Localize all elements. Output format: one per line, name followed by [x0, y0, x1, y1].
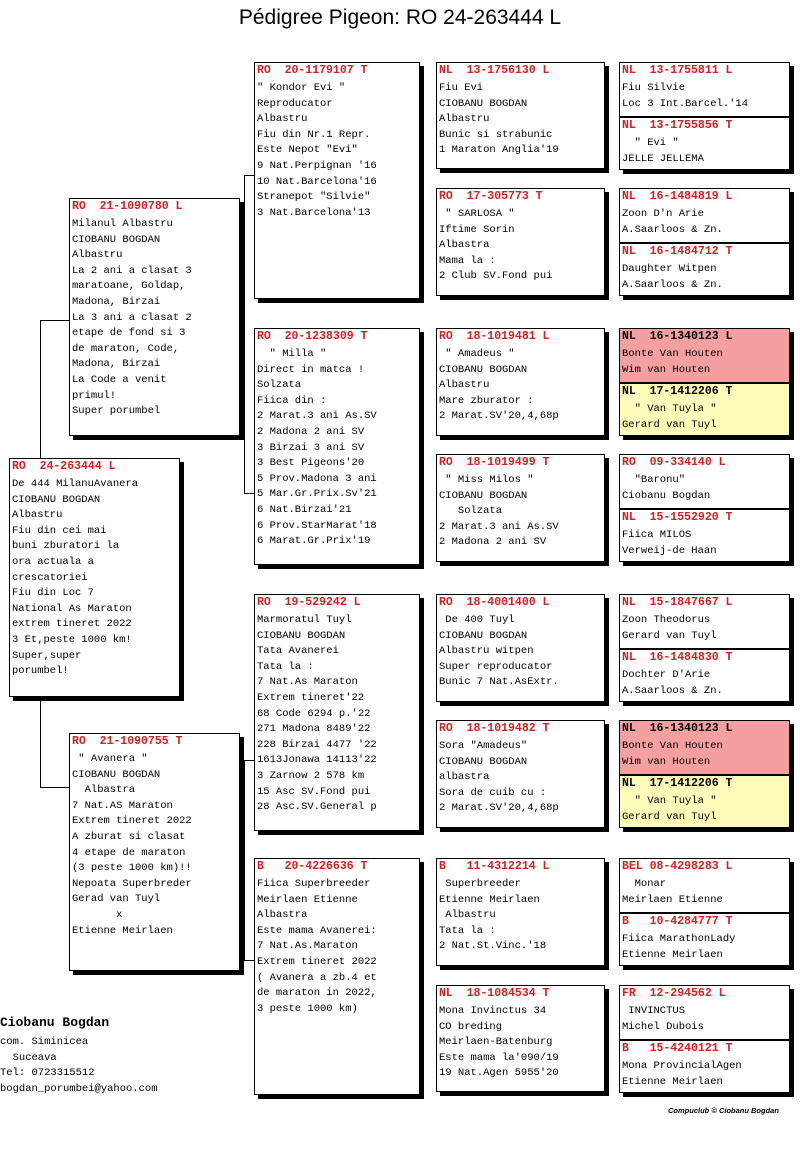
owner-name: Ciobanu Bogdan — [0, 1015, 110, 1030]
pigeon-description: Marmoratul Tuyl CIOBANU BOGDAN Tata Avanerei Tata la : 7 Nat.As Maraton Extrem tineret'22 68 Code 6294 p.'22 271 Madona 8489'22 228 Birzai 4477 '22 1613Jonawa 14113'22 3 Zarnow 2 578 km 15 Asc SV.Fond pui 28 Asc.SV.General p — [257, 614, 377, 814]
pigeon-description: " Avanera " CIOBANU BOGDAN Albastra 7 Nat.AS Maraton Extrem tineret 2022 A zburat si clasat 4 etape de maraton (3 peste 1000 km)!! Nepoata Superbreder Gerad van Tuyl x Etienne Meirlaen — [72, 753, 192, 937]
pigeon-description: Fiica Superbreeder Meirlaen Etienne Albastra Este mama Avanerei: 7 Nat.As.Maraton Extrem tineret 2022 ( Avanera a zb.4 et de maraton in 2022, 3 peste 1000 km) — [257, 878, 377, 1015]
gen5-card — [619, 594, 790, 649]
gen5-card — [619, 454, 790, 509]
great-grandparent-card — [436, 720, 605, 828]
ring-number: RO 18-4001400 L — [439, 596, 550, 609]
ring-number: NL 15-1847667 L — [622, 596, 733, 609]
ring-number: NL 18-1084534 T — [439, 987, 550, 1000]
ring-number: RO 09-334140 L — [622, 456, 726, 469]
great-grandparent-card — [436, 62, 605, 169]
ring-number: RO 18-1019482 T — [439, 722, 550, 735]
ring-number: B 10-4284777 T — [622, 915, 733, 928]
pigeon-description: Mona Invinctus 34 CO breding Meirlaen-Batenburg Este mama la'090/19 19 Nat.Agen 5955'20 — [439, 1005, 559, 1080]
ring-number: NL 17-1412206 T — [622, 385, 733, 398]
ring-number: NL 17-1412206 T — [622, 777, 733, 790]
pigeon-description: Fiu Silvie Loc 3 Int.Barcel.'14 — [622, 82, 749, 110]
ring-number: NL 16-1484830 T — [622, 651, 733, 664]
pigeon-description: Monar Meirlaen Etienne — [622, 878, 723, 906]
great-grandparent-card — [436, 328, 605, 436]
great-grandparent-card — [436, 985, 605, 1092]
page-title: Pédigree Pigeon: RO 24-263444 L — [238, 6, 562, 29]
connector-line — [40, 787, 69, 788]
pigeon-description: Daughter Witpen A.Saarloos & Zn. — [622, 263, 723, 291]
connector-line — [244, 493, 254, 494]
gen5-card — [619, 117, 790, 170]
ring-number: NL 16-1340123 L — [622, 330, 733, 343]
great-grandparent-card — [436, 858, 605, 966]
gen5-card — [619, 858, 790, 913]
grandparent-card — [254, 328, 420, 565]
gen5-card — [619, 775, 790, 828]
owner-info — [0, 1015, 158, 1097]
gen5-card — [619, 243, 790, 296]
gen5-card — [619, 720, 790, 775]
ring-number: NL 16-1340123 L — [622, 722, 733, 735]
ring-number: RO 21-1090780 L — [72, 200, 183, 213]
pigeon-description: " SARLOSA " Iftime Sorin Albastra Mama la : 2 Club SV.Fond pui — [439, 208, 553, 283]
connector-line — [40, 320, 41, 460]
ring-number: NL 16-1484712 T — [622, 245, 733, 258]
pigeon-description: Bonte Van Houten Wim van Houten — [622, 348, 723, 376]
gen5-card — [619, 188, 790, 243]
grandparent-card — [254, 858, 420, 1095]
ring-number: NL 13-1755856 T — [622, 119, 733, 132]
great-grandparent-card — [436, 454, 605, 562]
pigeon-description: "Baronu" Ciobanu Bogdan — [622, 474, 711, 502]
connector-line — [40, 697, 41, 787]
ring-number: NL 13-1756130 L — [439, 64, 550, 77]
connector-line — [244, 760, 245, 960]
pigeon-description: INVINCTUS Michel Dubois — [622, 1005, 704, 1033]
pigeon-description: Fiica MarathonLady Etienne Meirlaen — [622, 933, 736, 961]
pigeon-description: " Evi " JELLE JELLEMA — [622, 137, 704, 165]
gen5-card — [619, 509, 790, 562]
grandparent-card — [254, 62, 420, 299]
pigeon-description: De 444 MilanuAvanera CIOBANU BOGDAN Albastru Fiu din cei mai buni zburatori la ora actuala a crescatoriei Fiu din Loc 7 National As Maraton extrem tineret 2022 3 Et,peste 1000 km! Super,super porumbel! — [12, 478, 139, 678]
ring-number: RO 21-1090755 T — [72, 735, 183, 748]
gen5-card — [619, 383, 790, 436]
gen5-card — [619, 913, 790, 966]
dam-card — [69, 733, 240, 971]
ring-number: NL 13-1755811 L — [622, 64, 733, 77]
owner-address: com. Siminicea Suceava Tel: 0723315512 bogdan_porumbei@yahoo.com — [0, 1036, 158, 1095]
ring-number: B 20-4226636 T — [257, 860, 368, 873]
pigeon-description: Sora "Amadeus" CIOBANU BOGDAN albastra Sora de cuib cu : 2 Marat.SV'20,4,68p — [439, 740, 559, 815]
connector-line — [244, 760, 254, 761]
ring-number: RO 18-1019499 T — [439, 456, 550, 469]
pigeon-description: Fiu Evi CIOBANU BOGDAN Albastru Bunic si strabunic 1 Maraton Anglia'19 — [439, 82, 559, 157]
pigeon-description: Fiica MILOS Verweij-de Haan — [622, 529, 717, 557]
pigeon-description: Zoon Theodorus Gerard van Tuyl — [622, 614, 717, 642]
connector-line — [244, 175, 254, 176]
gen5-card — [619, 985, 790, 1040]
pigeon-description: Superbreeder Etienne Meirlaen Albastru Tata la : 2 Nat.St.Vinc.'18 — [439, 878, 547, 953]
ring-number: RO 20-1238309 T — [257, 330, 368, 343]
ring-number: FR 12-294562 L — [622, 987, 726, 1000]
ring-number: RO 24-263444 L — [12, 460, 116, 473]
pigeon-description: " Van Tuyla " Gerard van Tuyl — [622, 403, 717, 431]
pigeon-description: Milanul Albastru CIOBANU BOGDAN Albastru La 2 ani a clasat 3 maratoane, Goldap, Madona, Birzai La 3 ani a clasat 2 etape de fond si 3 de maraton, Code, Madona, Birzai La Code a venit primul! Super porumbel — [72, 218, 192, 418]
great-grandparent-card — [436, 188, 605, 296]
connector-line — [244, 175, 245, 493]
subject-pigeon-card — [9, 458, 180, 697]
pigeon-description: Mona ProvincialAgen Etienne Meirlaen — [622, 1060, 742, 1088]
gen5-card — [619, 649, 790, 702]
ring-number: BEL 08-4298283 L — [622, 860, 733, 873]
ring-number: RO 17-305773 T — [439, 190, 543, 203]
ring-number: RO 18-1019481 L — [439, 330, 550, 343]
ring-number: RO 19-529242 L — [257, 596, 361, 609]
great-grandparent-card — [436, 594, 605, 702]
pigeon-description: " Milla " Direct in matca ! Solzata Fiica din : 2 Marat.3 ani As.SV 2 Madona 2 ani SV 3 Birzai 3 ani SV 3 Best Pigeons'20 5 Prov.Madona 3 ani 5 Mar.Gr.Prix.Sv'21 6 Nat.Birzai'21 6 Prov.StarMarat'18 6 Marat.Gr.Prix'19 — [257, 348, 377, 548]
ring-number: RO 20-1179107 T — [257, 64, 368, 77]
ring-number: NL 16-1484819 L — [622, 190, 733, 203]
pigeon-description: Bonte Van Houten Wim van Houten — [622, 740, 723, 768]
ring-number: B 11-4312214 L — [439, 860, 550, 873]
grandparent-card — [254, 594, 420, 831]
ring-number: NL 15-1552920 T — [622, 511, 733, 524]
pigeon-description: Dochter D'Arie A.Saarloos & Zn. — [622, 669, 723, 697]
connector-line — [244, 960, 254, 961]
pigeon-description: Zoon D'n Arie A.Saarloos & Zn. — [622, 208, 723, 236]
pigeon-description: " Kondor Evi " Reproducator Albastru Fiu din Nr.1 Repr. Este Nepot "Evi" 9 Nat.Perpignan '16 10 Nat.Barcelona'16 Stranepot "Silvie" 3 Nat.Barcelona'13 — [257, 82, 377, 219]
pigeon-description: " Miss Milos " CIOBANU BOGDAN Solzata 2 Marat.3 ani As.SV 2 Madona 2 ani SV — [439, 474, 559, 549]
connector-line — [40, 320, 69, 321]
pigeon-description: De 400 Tuyl CIOBANU BOGDAN Albastru witpen Super reproducator Bunic 7 Nat.AsExtr. — [439, 614, 559, 689]
pigeon-description: " Van Tuyla " Gerard van Tuyl — [622, 795, 717, 823]
gen5-card — [619, 1040, 790, 1093]
ring-number: B 15-4240121 T — [622, 1042, 733, 1055]
sire-card — [69, 198, 240, 436]
pigeon-description: " Amadeus " CIOBANU BOGDAN Albastru Mare zburator : 2 Marat.SV'20,4,68p — [439, 348, 559, 423]
gen5-card — [619, 62, 790, 117]
gen5-card — [619, 328, 790, 383]
software-credit: Compuclub © Ciobanu Bogdan — [668, 1106, 779, 1115]
